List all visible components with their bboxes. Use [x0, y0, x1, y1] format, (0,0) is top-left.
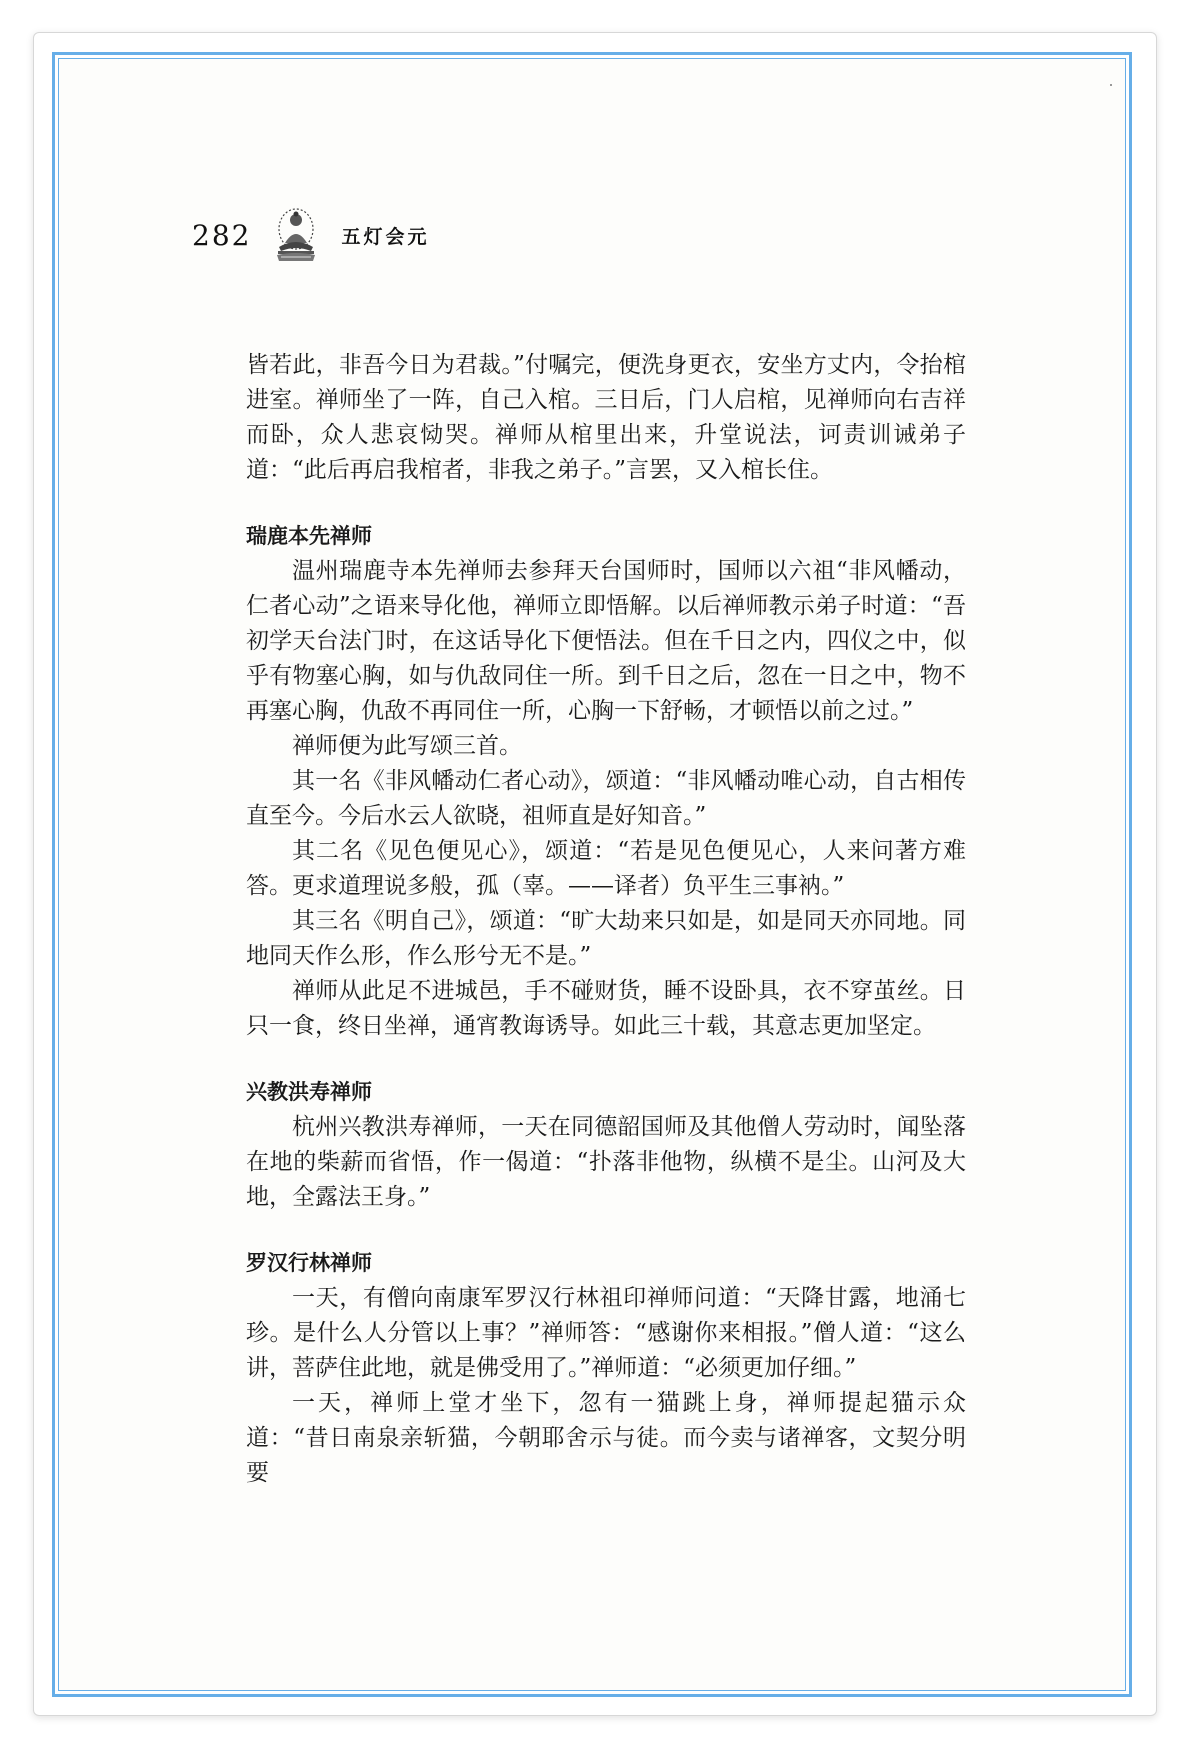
- paragraph: 禅师便为此写颂三首。: [292, 733, 522, 759]
- continuation-paragraph: 皆若此，非吾今日为君裁。”付嘱完，便洗身更衣，安坐方丈内，令抬棺进室。禅师坐了一阵，自己入棺。三日后，门人启棺，见禅师向右吉祥而卧，众人悲哀恸哭。禅师从棺里出来，升堂说法，诃责训诫弟子道：“此后再启我棺者，非我之弟子。”言罢，又入棺长住。: [246, 352, 966, 483]
- paragraph: 温州瑞鹿寺本先禅师去参拜天台国师时，国师以六祖“非风幡动，仁者心动”之语来导化他，禅师立即悟解。以后禅师教示弟子时道：“吾初学天台法门时，在这话导化下便悟法。但在千日之内，四仪之中，似乎有物塞心胸，如与仇敌同住一所。到千日之后，忽在一日之中，物不再塞心胸，仇敌不再同住一所，心胸一下舒畅，才顿悟以前之过。”: [246, 558, 966, 724]
- book-title: 五灯会元: [341, 225, 430, 248]
- seated-buddha-icon: [269, 207, 323, 263]
- verse-paragraph: 其二名《见色便见心》，颂道：“若是见色便见心，人来问著方难答。更求道理说多般，孤（辜。——译者）负平生三事衲。”: [246, 838, 966, 899]
- verse-paragraph: 其三名《明自己》，颂道：“旷大劫来只如是，如是同天亦同地。同地同天作么形，作么形兮无不是。”: [246, 908, 966, 969]
- paragraph: 禅师从此足不进城邑，手不碰财货，睡不设卧具，衣不穿茧丝。日只一食，终日坐禅，通宵教诲诱导。如此三十载，其意志更加坚定。: [246, 978, 966, 1039]
- scan-speck: [1110, 84, 1112, 86]
- section-title-xingjiao: 兴教洪寿禅师: [246, 1080, 372, 1104]
- running-header: [192, 205, 429, 265]
- paragraph: 一天，禅师上堂才坐下，忽有一猫跳上身，禅师提起猫示众道：“昔日南泉亲斩猫，今朝耶舍示与徒。而今卖与诸禅客，文契分明要: [246, 1390, 966, 1486]
- page-number: 282: [192, 218, 252, 252]
- section-title-ruilu: 瑞鹿本先禅师: [246, 524, 372, 548]
- paragraph: 杭州兴教洪寿禅师，一天在同德韶国师及其他僧人劳动时，闻坠落在地的柴薪而省悟，作一偈道：“扑落非他物，纵横不是尘。山河及大地，全露法王身。”: [246, 1114, 966, 1210]
- main-text: [246, 348, 966, 1491]
- paragraph: 一天，有僧向南康军罗汉行林祖印禅师问道：“天降甘露，地涌七珍。是什么人分管以上事？”禅师答：“感谢你来相报。”僧人道：“这么讲，菩萨住此地，就是佛受用了。”禅师道：“必须更加仔细。”: [246, 1285, 966, 1381]
- section-title-luohan: 罗汉行林禅师: [246, 1251, 372, 1275]
- verse-paragraph: 其一名《非风幡动仁者心动》，颂道：“非风幡动唯心动，自古相传直至今。今后水云人欲晓，祖师直是好知音。”: [246, 768, 966, 829]
